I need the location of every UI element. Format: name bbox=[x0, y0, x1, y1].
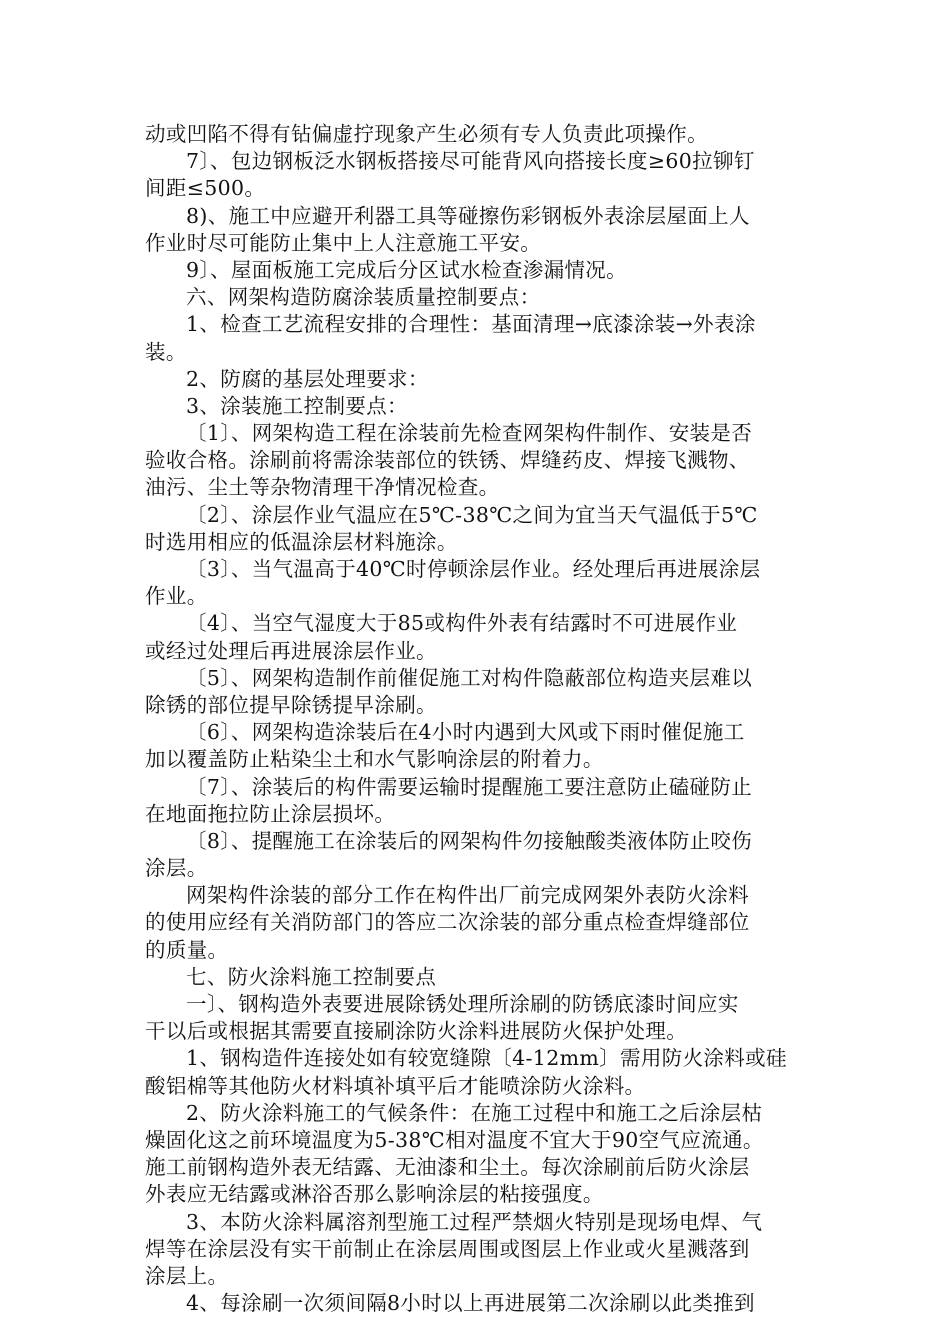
text-line: 除锈的部位提早除锈提早涂刷。 bbox=[145, 692, 437, 717]
text-line: 间距≤500。 bbox=[145, 176, 266, 201]
text-line: 1、钢构造件连接处如有较宽缝隙〔4-12mm〕需用防火涂料或硅 bbox=[186, 1046, 787, 1071]
text-line: 七、防火涂料施工控制要点 bbox=[186, 964, 437, 989]
text-line: 油污、尘土等杂物清理干净情况检查。 bbox=[145, 475, 500, 500]
text-line: 2、防火涂料施工的气候条件：在施工过程中和施工之后涂层枯 bbox=[186, 1100, 763, 1125]
text-line: 7〕、包边钢板泛水钢板搭接尽可能背风向搭接长度≥60拉铆钉 bbox=[186, 149, 755, 174]
text-line: 焊等在涂层没有实干前制止在涂层周围或图层上作业或火星溅落到 bbox=[145, 1236, 750, 1261]
text-line: 的质量。 bbox=[145, 937, 229, 962]
text-line: 加以覆盖防止粘染尘土和水气影响涂层的附着力。 bbox=[145, 747, 604, 772]
text-line: 〔5〕、网架构造制作前催促施工对构件隐蔽部位构造夹层难以 bbox=[186, 665, 753, 690]
text-line: 8)、施工中应避开利器工具等碰擦伤彩钢板外表涂层屋面上人 bbox=[186, 203, 750, 228]
text-line: 酸铝棉等其他防火材料填补填平后才能喷涂防火涂料。 bbox=[145, 1073, 646, 1098]
text-line: 〔8〕、提醒施工在涂装后的网架构件勿接触酸类液体防止咬伤 bbox=[186, 828, 753, 853]
text-line: 2、防腐的基层处理要求： bbox=[186, 366, 429, 391]
text-line: 或经过处理后再进展涂层作业。 bbox=[145, 638, 437, 663]
text-line: 涂层。 bbox=[145, 856, 208, 881]
text-line: 装。 bbox=[145, 339, 187, 364]
text-line: 9〕、屋面板施工完成后分区试水检查渗漏情况。 bbox=[186, 257, 627, 282]
text-line: 燥固化这之前环境温度为5-38℃相对温度不宜大于90空气应流通。 bbox=[145, 1127, 764, 1152]
text-line: 1、检查工艺流程安排的合理性：基面清理→底漆涂装→外表涂 bbox=[186, 312, 756, 337]
text-line: 在地面拖拉防止涂层损坏。 bbox=[145, 801, 396, 826]
text-line: 的使用应经有关消防部门的答应二次涂装的部分重点检查焊缝部位 bbox=[145, 910, 750, 935]
text-line: 六、网架构造防腐涂装质量控制要点： bbox=[186, 285, 541, 310]
text-line: 〔6〕、网架构造涂装后在4小时内遇到大风或下雨时催促施工 bbox=[186, 720, 745, 745]
text-line: 作业时尽可能防止集中上人注意施工平安。 bbox=[145, 230, 542, 255]
text-line: 涂层上。 bbox=[145, 1263, 229, 1288]
document-page bbox=[145, 121, 807, 1317]
text-line: 验收合格。涂刷前将需涂装部位的铁锈、焊缝药皮、焊接飞溅物、 bbox=[145, 448, 750, 473]
text-line: 3、涂装施工控制要点： bbox=[186, 393, 408, 418]
text-line: 网架构件涂装的部分工作在构件出厂前完成网架外表防火涂料 bbox=[186, 883, 749, 908]
text-line: 〔7〕、涂装后的构件需要运输时提醒施工要注意防止磕碰防止 bbox=[186, 774, 753, 799]
text-line: 施工前钢构造外表无结露、无油漆和尘土。每次涂刷前后防火涂层 bbox=[145, 1155, 750, 1180]
text-line: 作业。 bbox=[145, 584, 208, 609]
text-line: 干以后或根据其需要直接刷涂防火涂料进展防火保护处理。 bbox=[145, 1019, 688, 1044]
text-line: 〔4〕、当空气湿度大于85或构件外表有结露时不可进展作业 bbox=[186, 611, 738, 636]
text-line: 外表应无结露或淋浴否那么影响涂层的粘接强度。 bbox=[145, 1182, 604, 1207]
text-line: 一〕、钢构造外表要进展除锈处理所涂刷的防锈底漆时间应实 bbox=[186, 992, 739, 1016]
text-line: 时选用相应的低温涂层材料施涂。 bbox=[145, 529, 458, 554]
text-line: 〔2〕、涂层作业气温应在5℃-38℃之间为宜当天气温低于5℃ bbox=[186, 502, 758, 527]
text-line: 〔3〕、当气温高于40℃时停顿涂层作业。经处理后再进展涂层 bbox=[186, 557, 761, 581]
text-line: 〔1〕、网架构造工程在涂装前先检查网架构件制作、安装是否 bbox=[186, 421, 753, 446]
text-line: 4、每涂刷一次须间隔8小时以上再进展第二次涂刷以此类推到 bbox=[186, 1291, 755, 1316]
text-line: 3、本防火涂料属溶剂型施工过程严禁烟火特别是现场电焊、气 bbox=[186, 1209, 763, 1234]
text-line: 动或凹陷不得有钻偏虚拧现象产生必须有专人负责此项操作。 bbox=[145, 122, 708, 146]
